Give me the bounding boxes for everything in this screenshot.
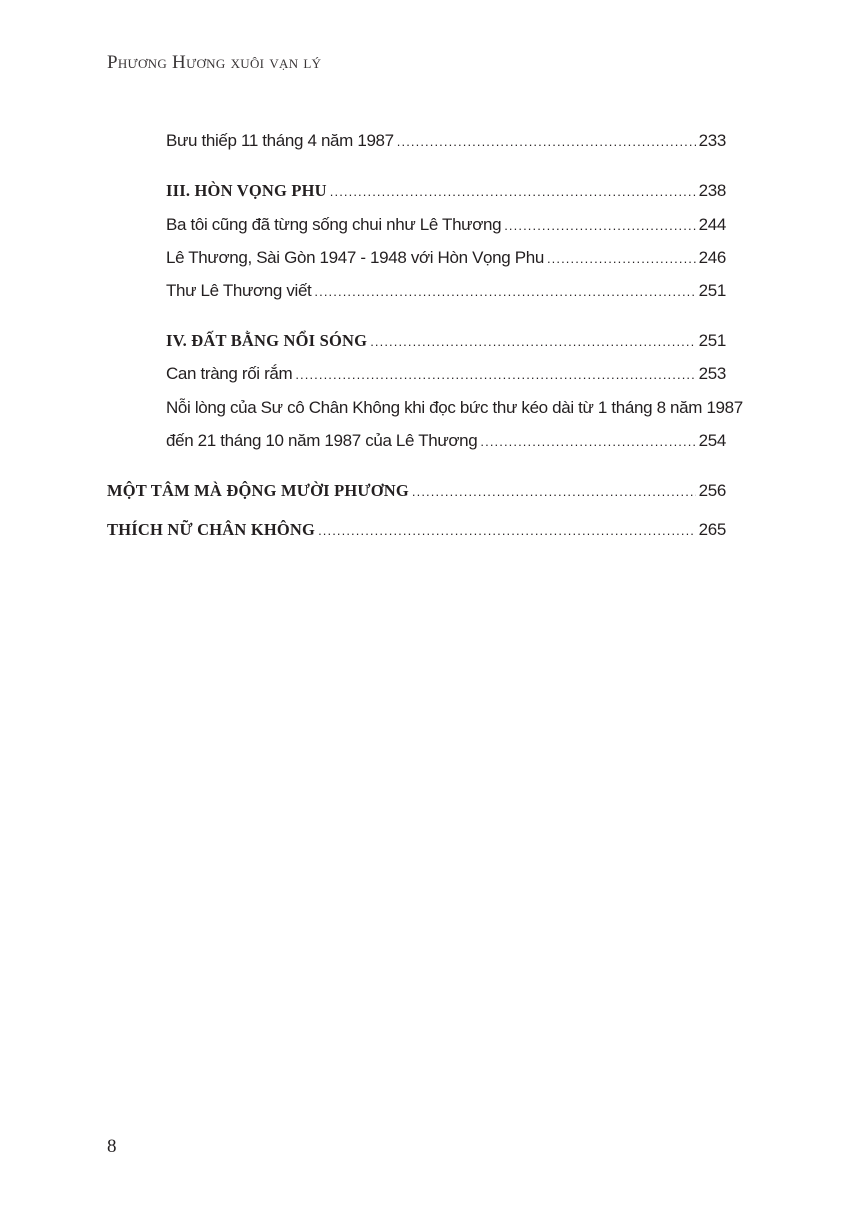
toc-entry — [166, 128, 726, 154]
dot-leader — [318, 518, 696, 544]
toc-entry-title-line1: Nỗi lòng của Sư cô Chân Không khi đọc bức thư kéo dài từ 1 tháng 8 năm 1987 — [166, 398, 743, 417]
toc-entry-page: 233 — [698, 131, 726, 150]
toc-chapter-page: 265 — [698, 520, 726, 539]
dot-leader — [397, 129, 696, 155]
toc-entry-title: Lê Thương, Sài Gòn 1947 - 1948 với Hòn Vọng Phu — [166, 248, 544, 267]
toc-section-page: 238 — [698, 181, 726, 200]
toc-entry — [166, 245, 726, 271]
toc-entry — [166, 361, 726, 387]
toc-section-page: 251 — [698, 331, 726, 350]
toc-section-title: III. HÒN VỌNG PHU — [166, 181, 327, 200]
toc-entry — [166, 428, 726, 454]
toc-entry-title: Thư Lê Thương viết — [166, 281, 312, 300]
dot-leader — [504, 213, 695, 239]
toc-entry-title: Ba tôi cũng đã từng sống chui như Lê Thương — [166, 215, 502, 234]
toc-entry — [166, 278, 726, 304]
toc-chapter-title: THÍCH NỮ CHÂN KHÔNG — [107, 520, 316, 539]
toc-section-title: IV. ĐẤT BẰNG NỔI SÓNG — [166, 331, 368, 350]
toc-entry-page: 246 — [698, 248, 726, 267]
toc-chapter-title: MỘT TÂM MÀ ĐỘNG MƯỜI PHƯƠNG — [107, 481, 409, 500]
dot-leader — [547, 246, 696, 272]
toc-entry-page: 253 — [698, 364, 726, 383]
dot-leader — [330, 179, 696, 205]
page-number: 8 — [107, 1136, 117, 1157]
toc-entry — [166, 212, 726, 238]
toc-entry-page: 244 — [698, 215, 726, 234]
toc-entry-title: Can tràng rối rắm — [166, 364, 293, 383]
toc-section — [166, 178, 726, 204]
toc-entry-page: 251 — [698, 281, 726, 300]
toc-chapter — [107, 478, 726, 504]
toc-section — [166, 328, 726, 354]
toc-entry-title: Bưu thiếp 11 tháng 4 năm 1987 — [166, 131, 394, 150]
toc-entry-title: đến 21 tháng 10 năm 1987 của Lê Thương — [166, 431, 478, 450]
dot-leader — [370, 329, 695, 355]
dot-leader — [480, 429, 695, 455]
toc-chapter — [107, 517, 726, 543]
dot-leader — [412, 479, 696, 505]
dot-leader — [295, 362, 695, 388]
toc-entry-page: 254 — [698, 431, 726, 450]
dot-leader — [314, 279, 695, 305]
toc-chapter-page: 256 — [698, 481, 726, 500]
running-header: Phương Hương xuôi vạn lý — [107, 52, 322, 73]
